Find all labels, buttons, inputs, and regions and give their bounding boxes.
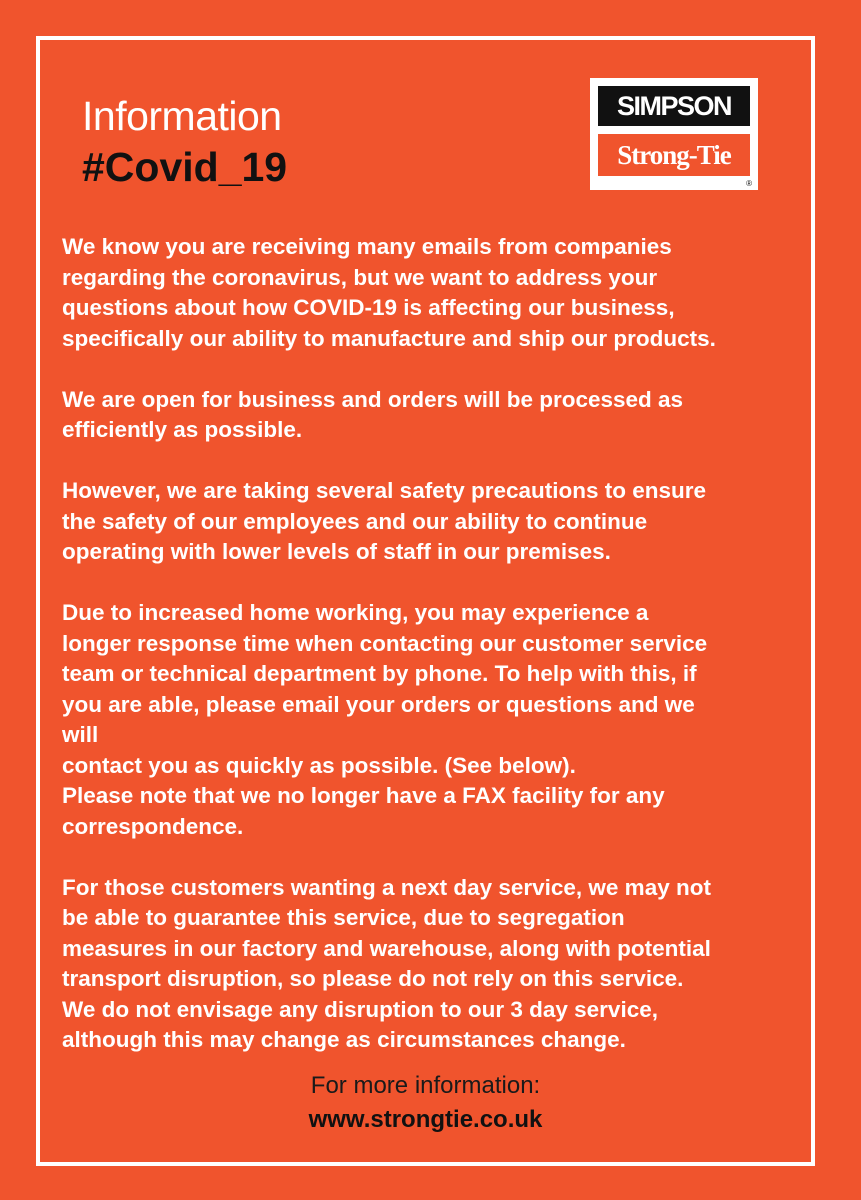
footer-website-link[interactable]: www.strongtie.co.uk (308, 1106, 543, 1133)
footer-label: For more information: (310, 1072, 541, 1099)
paragraph-safety-precautions: However, we are taking several safety precautions to ensure the safety of our employees and our ability to continue operating with lower levels of staff in our premises. (62, 478, 707, 564)
logo-simpson-text: SIMPSON (598, 86, 750, 126)
heading-information: Information (82, 93, 282, 139)
page-heading (82, 92, 287, 192)
paragraph-open-for-business: We are open for business and orders will be processed as efficiently as possible. (62, 386, 684, 442)
paragraph-next-day-service: For those customers wanting a next day service, we may not be able to guarantee this service, due to segregation measures in our factory and warehouse, along with potential transport disruption, so please do not rely on this service. We do not envisage any disruption to our 3 day service, although this may change as circumstances change. (62, 874, 711, 1052)
logo-strong-tie-text: Strong-Tie (598, 134, 750, 176)
paragraph-intro: We know you are receiving many emails from companies regarding the coronavirus, but we want to address your questions about how COVID-19 is affecting our business, specifically our ability to manufacture and ship our products. (62, 234, 716, 351)
simpson-strong-tie-logo (590, 78, 758, 190)
notice-body (62, 232, 802, 1086)
footer (36, 1070, 815, 1136)
logo-registered-mark: ® (746, 179, 752, 188)
heading-covid-hashtag: #Covid_19 (82, 144, 288, 190)
paragraph-home-working: Due to increased home working, you may experience a longer response time when contacting our customer service team or technical department by phone. To help with this, if you are able, please email your orders or questions and we will contact you as quickly as possible. (See below). Please note that we no longer have a FAX facility for any correspondence. (62, 600, 708, 839)
